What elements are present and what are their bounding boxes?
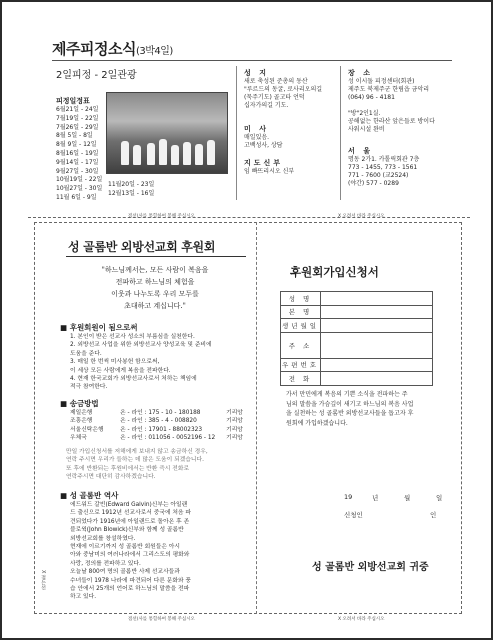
member-section [60,322,255,392]
page-subtitle: 2일피정 - 2일관광 [56,70,137,81]
history-line: 수녀들이 1978 나라에 파견되어 다른 문화와 풍 [70,577,192,584]
bank-account: 온 - 라인 : 011056 - 0052196 - 12 [120,435,216,442]
cut-line [28,217,470,218]
bank-holder: 기리암 [226,435,243,442]
history-line: 하고 있다. [70,594,97,601]
bank-section [60,398,255,443]
info-line: 임 빠뜨리시오 신부 [244,168,295,175]
history-line: 드 출신으로 1912년 선교사로서 중국에 처음 파 [70,510,192,517]
bank-name: 우체국 [70,435,87,442]
bank-account: 온 - 라인 : 17901 - 88002323 [120,426,203,433]
info-director [244,158,336,176]
fold-note: X 접는선 [40,570,46,591]
info-line: "루르드의 동굴, 로사리오의길 [244,86,323,93]
info-text [244,78,336,110]
form-label: 전 화 [281,372,321,386]
schedule-list-extra [108,181,154,199]
bank-row [70,409,255,417]
info-line: 매일있음. [244,134,270,141]
note-line: 만일 가입신청서를 저해에게 보내지 않고 송금하신 경우, [66,449,208,455]
quote-line: 전파하고 하느님의 체험을 [115,278,195,286]
cut-note: 점선(사를 통힐하여 봉해 주십시오 [128,214,195,219]
form-label: 성 명 [281,292,321,306]
column-divider [236,66,237,200]
transfer-note [66,448,256,482]
page-title: 제주피정소식(3박4일) [52,40,173,58]
note-line: 연락 주시면 우리가 들하는 데 많은 도움이 되겠습니다. [66,457,204,464]
form-field[interactable] [321,372,433,386]
form-row [281,305,433,319]
info-heading: 성 지 [244,69,269,77]
member-item: 1. 본인이 받은 선교사 성소의 부름심을 실천한다. [70,334,195,340]
schedule-heading: 피정일정표 [56,97,90,105]
cut-note: X 오려서 바라 주십시오 [338,617,385,622]
bank-name: 서울신탁은행 [70,426,104,433]
form-row [281,358,433,372]
form-row [281,372,433,386]
title-rule [52,60,452,61]
bank-row [70,434,255,442]
schedule-item: 6월21일 - 24일 [56,106,99,113]
info-text [244,134,336,150]
note-line: 연락주시면 대단히 감사하겠습니다. [66,474,156,481]
form-field[interactable] [321,292,433,306]
info-line: "방"2인1실. [348,110,381,117]
bank-holder: 기리암 [226,410,243,416]
member-item: 3. 매일 한 번씩 미사봉헌 함으로써, [70,359,160,366]
schedule-item: 10월27일 - 30일 [56,185,103,193]
schedule-item: 11월20일 - 23일 [108,181,155,188]
bank-name: 조흥은행 [70,418,93,425]
info-heading: 미 사 [244,125,269,133]
form-row [281,332,433,358]
date-day-label: 일 [436,494,443,502]
history-section [60,490,255,602]
schedule-item: 9월27일 - 30일 [56,167,99,175]
cut-note: 점선(사를 통힐하여 봉해 주십시오 [128,617,195,622]
column-divider [340,66,341,200]
quote-line: 초대하고 계십니다." [124,302,186,310]
info-line: 십자가의길 기도. [244,102,289,109]
bank-heading: ■ 송금방법 [60,399,99,408]
application-table [280,291,433,386]
addressee: 성 골롬반 외방선교회 귀중 [312,562,429,573]
quote-line: 이웃과 나누도록 우리 모두를 [111,290,199,298]
history-line: 오늘날 800여 명의 골롬반 사제 선교사들과 [70,569,180,576]
member-heading: ■ 후원회원이 됨으로써 [60,323,138,332]
info-line: (야간) 577 - 0289 [348,180,399,187]
form-field[interactable] [321,358,433,372]
bank-holder: 기리암 [226,418,243,425]
date-year-label: 년 [372,494,379,502]
info-heading: 장 소 [348,69,373,77]
info-line: 공해없는 한라산 앞은들로 방이다 [348,118,435,125]
member-item: 2. 외방선교 사업을 위한 외방선교사 양성교육 및 준비에 [70,342,212,349]
info-line: 명동 2가1. 카톨릭회관 7층 [348,156,420,163]
member-item: 도움을 준다. [70,350,102,357]
quote-line: "하느님께서는, 모든 사람이 복음을 [101,266,209,274]
history-line: 아와 중남미의 여러나라에서 그리스도의 평화와 [70,552,190,559]
form-field[interactable] [321,319,433,333]
bank-account: 온 - 라인 : 385 - 4 - 008820 [120,418,197,425]
form-field[interactable] [321,305,433,319]
schedule-item: 12월13일 - 16일 [108,189,155,197]
member-item: 적극 참여한다. [70,384,108,391]
schedule-item: 10월19일 - 22일 [56,176,103,184]
history-line: 외방선교회를 창설하였다. [70,535,136,542]
schedule-item: 9월14일 - 17일 [56,158,99,166]
form-label: 본 명 [281,305,321,319]
info-line: 새로 축성된 준총의 동산 [244,78,308,85]
schedule-item: 8월 9일 - 12일 [56,141,97,149]
cut-note: X 오려서 바라 주십시오 [338,214,385,219]
declaration-line: 가서 만민에게 복음의 기쁜 소식을 전파하는 주 [286,391,408,398]
info-line: 771 - 7600 (교2524) [348,172,409,179]
info-text [348,78,460,134]
history-line: 사랑, 정의를 전파하고 있다. [70,560,141,567]
info-text [348,156,460,188]
info-line: 제주도 북제주군 한림읍 금악리 [348,86,430,93]
seal-label: 인 [430,511,437,519]
declaration-line: 을 실천하는 성 골롬반 외방선교사들을 돕고자 후 [286,410,414,417]
history-line: 습 안에서 25개의 언어로 하느님의 말씀을 전파 [70,586,190,593]
history-line: 블로윅(John Blowick)신부와 함께 성 골롬반 [70,527,184,534]
history-text [70,501,255,602]
schedule-item: 7월19일 - 22일 [56,114,99,122]
retreat-photo [106,92,228,174]
scripture-quote [60,264,250,312]
declaration-text [286,390,436,428]
info-line: (064) 96 - 4181 [348,94,395,101]
form-row [281,292,433,306]
application-heading: 후원회가입신청서 [290,265,379,279]
info-heading: 서 울 [348,147,373,155]
bank-row [70,426,255,434]
info-line: (묵주기도) 골고타 언덕 [244,94,305,101]
schedule-item: 8월16일 - 19일 [56,149,99,157]
date-year[interactable]: 19 [344,493,353,501]
info-line: 사워시설 완비 [348,126,385,133]
schedule-item: 8월 5일 - 8일 [56,132,93,140]
note-line: 또 후에 반환되는 후원비에서는 반환 즉시 전화로 [66,465,190,472]
history-line: 에드워드 갈빈(Edward Galvin)신부는 아일랜 [70,502,188,508]
heading-rule [66,256,246,257]
info-line: 773 - 1455, 773 - 1561 [348,164,418,171]
applicant-label: 신청인 [344,511,363,519]
bank-name: 제일은행 [70,410,93,416]
member-list [70,333,255,392]
info-line: 고백성사, 상담 [244,142,283,149]
form-row [281,319,433,333]
declaration-line: 원회에 가입하겠습니다. [286,419,348,427]
form-label: 주 소 [281,332,321,358]
info-line: 성 이시돌 피정센터(회관) [348,78,415,85]
info-line [348,102,460,110]
form-label: 생년월일 [281,319,321,333]
info-heading: 지도신부 [244,159,284,167]
form-label: 우편번호 [281,358,321,372]
history-heading: ■ 성 골롬반 역사 [60,491,119,500]
bank-holder: 기리암 [226,426,243,433]
page-title-sub: (3박4일) [135,46,173,57]
support-heading: 성 골롬반 외방선교회 후원회 [68,240,216,254]
bank-row [70,417,255,425]
bank-list [70,409,255,443]
history-line: 현재에 이르기까지 성 골롬반 회원들은 아시 [70,544,181,551]
date-month-label: 월 [404,494,411,502]
info-location [348,68,460,134]
info-mass [244,124,336,150]
form-fold-line [256,222,257,614]
info-text [244,168,336,176]
member-item: 이 세상 모든 사람에게 복음을 전파한다. [70,367,171,374]
member-item: 4. 현재 한국교회가 외방선교사로서 처하는 책임에 [70,376,197,383]
schedule-list [56,106,102,203]
declaration-line: 님의 말씀을 가슴깊이 새기고 하느님의 복음 사업 [286,400,414,408]
schedule-item: 11월 6일 - 9일 [56,193,97,201]
bank-account: 온 - 라인 : 175 - 10 - 180188 [120,410,201,416]
form-field[interactable] [321,332,433,358]
info-holy-site [244,68,336,110]
schedule-item: 7월26일 - 29일 [56,123,99,131]
info-seoul [348,146,460,188]
history-line: 견되었다가 1916년에 아일랜드로 돌아온 후 존 [70,518,190,525]
